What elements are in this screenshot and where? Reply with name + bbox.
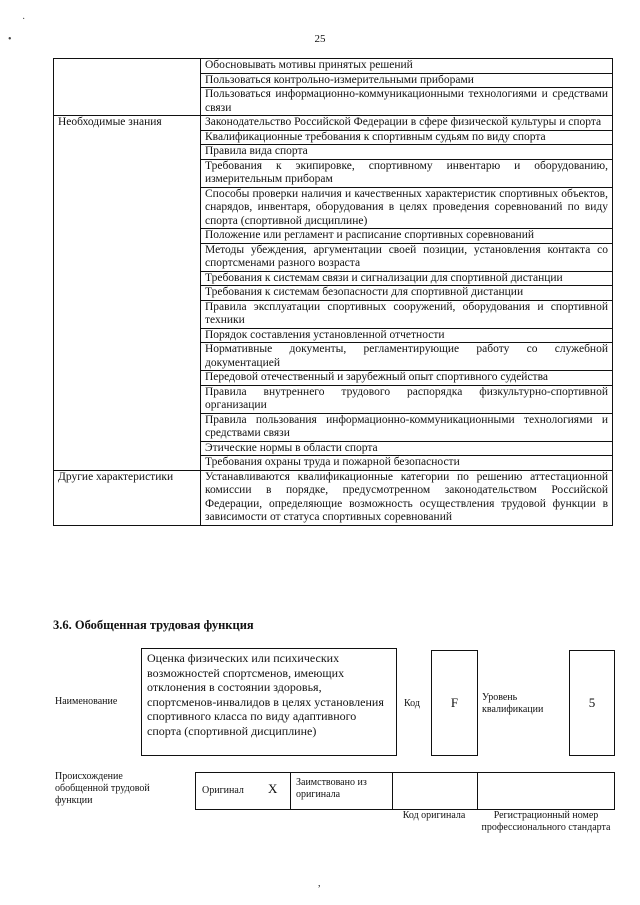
origin-divider — [477, 773, 478, 809]
original-mark: X — [268, 781, 278, 796]
scan-speck: , — [318, 878, 321, 889]
requirement-item: Правила вида спорта — [201, 145, 613, 160]
requirement-item: Способы проверки наличия и качественных характеристик спортивных объектов, снарядов, инвентаря, оборудования в целях проведения соревнований по виду спорта (спортивной дисциплине) — [201, 187, 613, 229]
requirement-item: Обосновывать мотивы принятых решений — [201, 59, 613, 74]
requirement-item: Пользоваться информационно-коммуникационными технологиями и средствами связи — [201, 88, 613, 116]
requirement-item: Правила внутреннего трудового распорядка физкультурно-спортивной организации — [201, 385, 613, 413]
requirement-item: Порядок составления установленной отчетности — [201, 328, 613, 343]
requirement-item: Правила эксплуатации спортивных сооружений, оборудования и спортивной техники — [201, 300, 613, 328]
origin-divider — [392, 773, 393, 809]
code-value-box — [431, 650, 478, 756]
table-row — [54, 470, 613, 525]
function-name-box — [141, 648, 397, 756]
page-number: 25 — [314, 33, 326, 45]
origin-divider — [290, 773, 291, 809]
requirement-item: Методы убеждения, аргументации своей позиции, установления контакта со спортсменами разного возраста — [201, 243, 613, 271]
function-name-value: Оценка физических или психических возможностей спортсменов, имеющих отклонения в состоянии здоровья, спортсменов-инвалидов в целях установления спортивного класса по виду адаптивного спорта (спортивной дисциплине) — [147, 651, 384, 738]
code-original-label: Код оригинала — [402, 810, 466, 821]
level-value-box — [569, 650, 615, 756]
requirement-item: Устанавливаются квалификационные категории по решению аттестационной комиссии в порядке, предусмотренном законодательством Российской Федерации, определяющие возможность осуществления трудовой функции в зависимости от статуса спортивных соревнований — [201, 470, 613, 525]
requirement-item: Положение или регламент и расписание спортивных соревнований — [201, 229, 613, 244]
row-group-label — [54, 59, 201, 116]
table-row — [54, 59, 613, 74]
requirement-item: Квалификационные требования к спортивным судьям по виду спорта — [201, 130, 613, 145]
table-row — [54, 116, 613, 131]
code-value: F — [450, 695, 459, 710]
name-label: Наименование — [55, 696, 118, 707]
level-label: Уровень квалификации — [482, 692, 544, 715]
requirement-item: Этические нормы в области спорта — [201, 441, 613, 456]
borrowed-label: Заимствовано из оригинала — [296, 777, 367, 800]
requirement-item: Требования охраны труда и пожарной безопасности — [201, 456, 613, 471]
requirement-item: Законодательство Российской Федерации в сфере физической культуры и спорта — [201, 116, 613, 131]
original-label: Оригинал — [202, 785, 244, 796]
origin-label: Происхождение обобщенной трудовой функции — [55, 771, 150, 806]
requirements-table — [53, 58, 613, 526]
scan-speck: · — [22, 14, 26, 25]
section-title: 3.6. Обобщенная трудовая функция — [53, 618, 254, 632]
scan-speck: • — [8, 34, 12, 45]
row-group-label: Необходимые знания — [54, 116, 201, 471]
row-group-label: Другие характеристики — [54, 470, 201, 525]
requirement-item: Передовой отечественный и зарубежный опыт спортивного судейства — [201, 371, 613, 386]
requirement-item: Нормативные документы, регламентирующие работу со служебной документацией — [201, 343, 613, 371]
requirement-item: Правила пользования информационно-коммуникационными технологиями и средствами связи — [201, 413, 613, 441]
code-label: Код — [404, 698, 420, 709]
requirement-item: Требования к системам связи и сигнализации для спортивной дистанции — [201, 271, 613, 286]
reg-number-label: Регистрационный номер профессионального стандарта — [481, 810, 611, 833]
level-value: 5 — [588, 695, 596, 710]
requirement-item: Требования к экипировке, спортивному инвентарю и оборудованию, измерительным приборам — [201, 159, 613, 187]
requirement-item: Требования к системам безопасности для спортивной дистанции — [201, 286, 613, 301]
requirement-item: Пользоваться контрольно-измерительными приборами — [201, 73, 613, 88]
origin-table — [195, 772, 615, 810]
